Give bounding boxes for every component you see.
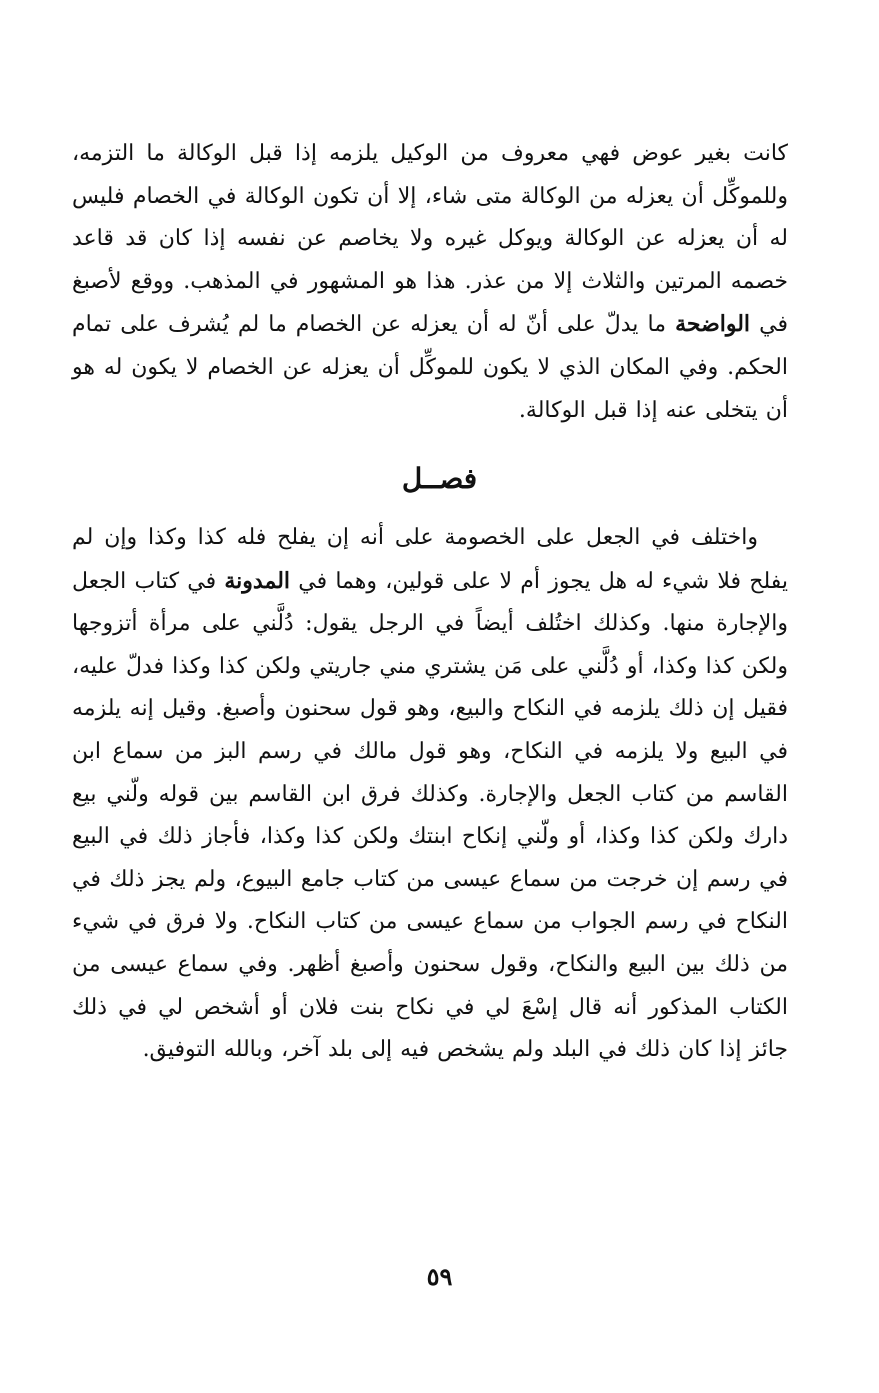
paragraph-1 (72, 133, 788, 432)
section-heading: فصــل (401, 462, 478, 495)
paragraph-2-text-b: في كتاب الجعل والإجارة منها. وكذلك اختُلف أيضاً في الرجل يقول: دُلَّني على مرأة أتزوجها ولكن كذا وكذا، أو دُلَّني على مَن يشتري مني جاريتي ولكن كذا وكذا فدلّ عليه، فقيل إن ذلك يلزمه في النكاح والبيع، وهو قول سحنون وأصبغ. وقيل إنه يلزمه في البيع ولا يلزمه في النكاح، وهو قول مالك في رسم البز من سماع ابن القاسم من كتاب الجعل والإجارة. وكذلك فرق ابن القاسم بين قوله ولّني بيع دارك ولكن كذا وكذا، أو ولّني إنكاح ابنتك ولكن كذا وكذا، فأجاز ذلك في البيع في رسم إن خرجت من سماع عيسى من كتاب جامع البيوع، ولم يجز ذلك في النكاح في رسم الجواب من سماع عيسى من كتاب النكاح. ولا فرق في شيء من ذلك بين البيع والنكاح، وقول سحنون وأصبغ أظهر. وفي سماع عيسى من الكتاب المذكور أنه قال إسْعَ لي في نكاح بنت فلان أو أشخص لي في ذلك جائز إذا كان ذلك في البلد ولم يشخص فيه إلى بلد آخر، وبالله التوفيق. (72, 568, 788, 1063)
bold-term-al-wadiha: الواضحة (675, 311, 751, 338)
paragraph-2-text-a: واختلف في الجعل على الخصومة على أنه إن يفلح فله كذا وكذا وإن لم يفلح فلا شيء له هل يجوز أم لا على قولين، وهما في (72, 525, 789, 594)
bold-term-al-mudawwana: المدونة (224, 567, 291, 594)
paragraph-1-text-a: كانت بغير عوض فهي معروف من الوكيل يلزمه إذا قبل الوكالة ما التزمه، وللموكِّل أن يعزله من الوكالة متى شاء، إلا أن تكون الوكالة في الخصام فليس له أن يعزله عن الوكالة ويوكل غيره ولا يخاصم عن نفسه إذا كان قد قاعد خصمه المرتين والثلاث إلا من عذر. هذا هو المشهور في المذهب. ووقع لأصبغ في (72, 141, 788, 338)
paragraph-2 (72, 517, 788, 1072)
page-number: ٥٩ (426, 1262, 453, 1291)
paragraph-1-text-b: ما يدلّ على أنّ له أن يعزله عن الخصام ما لم يُشرف على تمام الحكم. وفي المكان الذي لا يكون للموكِّل أن يعزله عن الخصام لا يكون له هو أن يتخلى عنه إذا قبل الوكالة. (72, 312, 788, 423)
